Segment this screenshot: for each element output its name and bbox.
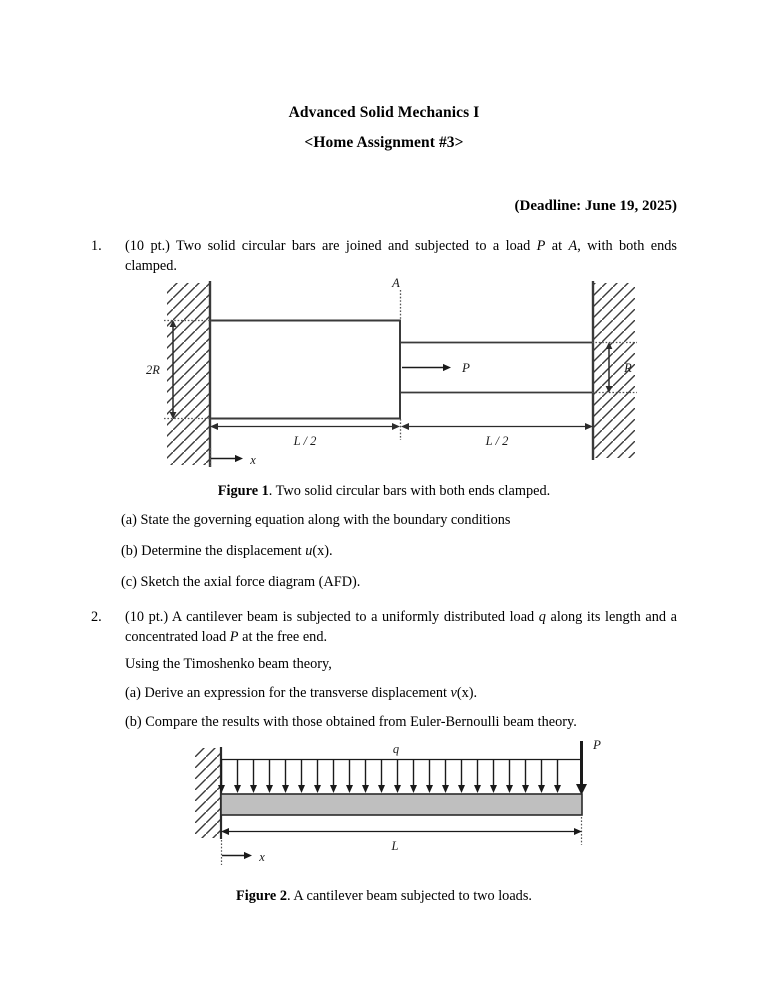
dimension-left-half: [210, 423, 400, 448]
deadline-text: (Deadline: June 19, 2025): [514, 198, 677, 214]
symbol-q: q: [538, 609, 546, 625]
problem-2-subpart-b: [125, 713, 685, 733]
problem-1-text-suffix: , with both ends clamped.: [125, 238, 677, 274]
problem-1-subpart-c-label: (c) Sketch the axial force diagram (AFD).: [121, 574, 361, 590]
bar-large: [210, 320, 401, 420]
problem-1-subpart-c: [121, 573, 681, 593]
label-axis-x-1: x: [250, 453, 256, 467]
label-L-left: L / 2: [293, 434, 317, 448]
problem-1-number: 1.: [91, 238, 102, 254]
label-2R: 2R: [146, 363, 160, 377]
figure-2-caption-bold: Figure 2: [236, 888, 287, 904]
problem-1-text: [125, 237, 677, 276]
axis-x-figure-1: [211, 448, 257, 468]
dimension-right-half: [401, 423, 593, 448]
symbol-v: v: [450, 685, 457, 701]
symbol-P: P: [536, 238, 546, 254]
label-point-load-P: P: [593, 737, 601, 752]
distributed-load-arrows: [218, 760, 561, 793]
problem-2-theory-line: [125, 655, 685, 675]
problem-1-text-mid: at: [545, 238, 569, 254]
label-load-P: P: [462, 360, 470, 375]
problem-2: [91, 608, 677, 647]
problem-2-subpart-a-post: (x).: [456, 685, 478, 701]
load-arrow-P: [402, 360, 470, 375]
axis-x-figure-2: [222, 840, 266, 865]
problem-2-subpart-a-pre: (a) Derive an expression for the transverse displacement: [125, 685, 451, 701]
label-point-A: A: [392, 276, 400, 290]
dimension-length-L: [221, 817, 582, 853]
symbol-A: A: [568, 238, 578, 254]
label-axis-x-2: x: [259, 850, 265, 864]
problem-2-theory-text: Using the Timoshenko beam theory,: [125, 656, 332, 672]
problem-1-subpart-a-label: (a) State the governing equation along with the boundary conditions: [121, 512, 511, 528]
problem-1-subpart-a: [121, 511, 681, 531]
figure-2-caption: [0, 888, 768, 905]
beam-body: [221, 794, 582, 815]
page-subtitle: <Home Assignment #3>: [304, 134, 464, 151]
label-L-right: L / 2: [485, 434, 509, 448]
problem-2-subpart-b-label: (b) Compare the results with those obtained from Euler-Bernoulli beam theory.: [125, 714, 577, 730]
problem-1-subpart-b: [121, 542, 681, 562]
point-load-P: [576, 737, 601, 795]
document-title-block: [0, 98, 768, 158]
symbol-P-2: P: [229, 628, 239, 645]
figure-2-caption-rest: . A cantilever beam subjected to two loads.: [287, 888, 532, 904]
problem-2-subpart-a: [125, 684, 685, 704]
problem-2-text: [125, 608, 677, 647]
problem-2-number: 2.: [91, 609, 102, 625]
problem-2-text-mid: along its length and a concentrated load: [125, 609, 677, 645]
page-title: Advanced Solid Mechanics I: [288, 104, 480, 121]
problem-1: [91, 237, 677, 276]
label-length-L: L: [391, 839, 399, 853]
label-R: R: [624, 361, 632, 375]
figure-1-caption-bold: Figure 1: [217, 483, 269, 499]
problem-2-text-pre: (10 pt.) A cantilever beam is subjected to a uniformly distributed load: [125, 609, 539, 625]
figure-1-caption-rest: . Two solid circular bars with both ends clamped.: [268, 483, 551, 499]
figure-2: [195, 735, 615, 880]
problem-1-subpart-b-post: (x).: [312, 543, 333, 559]
distributed-load-q: [218, 742, 582, 793]
figure-2-svg: [195, 735, 615, 875]
fixed-support-wall: [195, 747, 221, 839]
figure-1-caption: [0, 483, 768, 500]
label-load-q: q: [392, 742, 400, 756]
problem-1-subpart-b-pre: (b) Determine the displacement: [121, 543, 306, 559]
symbol-u: u: [305, 543, 313, 559]
problem-2-text-post: at the free end.: [238, 628, 328, 645]
problem-1-text-prefix: (10 pt.) Two solid circular bars are joined and subjected to a load: [125, 238, 537, 254]
figure-1-svg: [140, 276, 660, 476]
figure-1: [140, 276, 660, 481]
